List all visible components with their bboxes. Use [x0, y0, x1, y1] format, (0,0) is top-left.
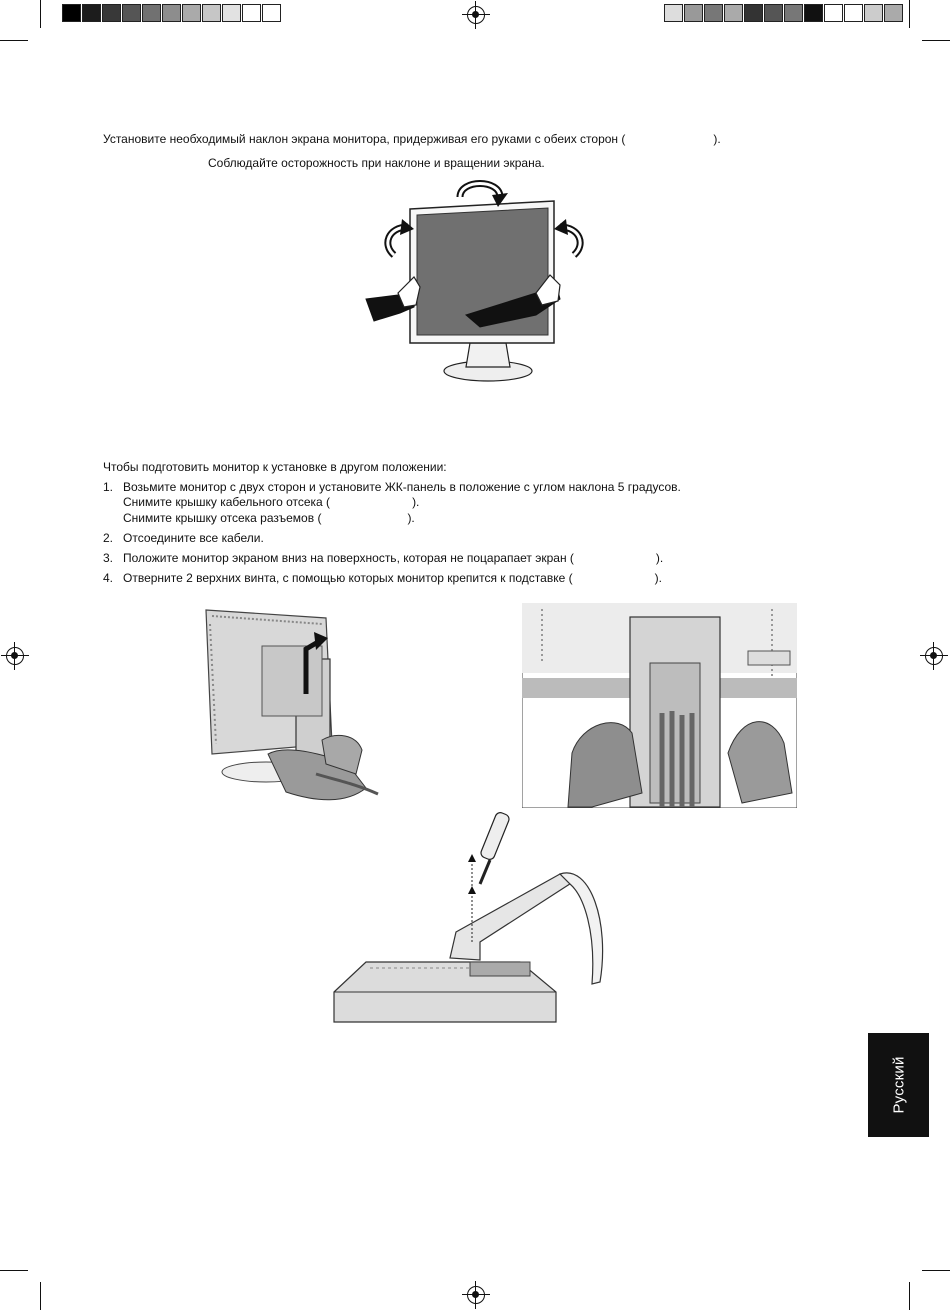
step-text: Возьмите монитор с двух сторон и установите ЖК-панель в положение с углом наклона 5 градусов. — [123, 480, 681, 494]
color-swatch — [202, 4, 221, 22]
stand-base-curve — [560, 873, 603, 984]
color-swatch — [102, 4, 121, 22]
color-swatch — [724, 4, 743, 22]
step-text: Отсоедините все кабели. — [123, 531, 264, 545]
crop-mark — [40, 0, 41, 28]
crop-mark — [922, 40, 950, 41]
color-swatch — [222, 4, 241, 22]
caution-text: Соблюдайте осторожность при наклоне и вращении экрана. — [208, 156, 545, 170]
registration-mark-icon — [6, 647, 24, 665]
color-swatch — [122, 4, 141, 22]
step-close: ). — [407, 511, 415, 525]
color-swatch — [744, 4, 763, 22]
step-number: 2. — [103, 531, 114, 545]
photo-stand-cables — [522, 603, 797, 808]
tilt-instruction — [103, 132, 721, 146]
color-swatch — [182, 4, 201, 22]
crop-mark — [40, 1282, 41, 1310]
step-close: ). — [654, 571, 662, 585]
color-swatch — [764, 4, 783, 22]
step-substep-text: Снимите крышку отсека разъемов ( — [123, 511, 322, 525]
step-text — [123, 571, 662, 585]
unscrew-illustration — [330, 812, 620, 1024]
crop-mark — [0, 40, 28, 41]
color-swatch — [142, 4, 161, 22]
step-close: ). — [412, 495, 420, 509]
color-swatch — [62, 4, 81, 22]
color-swatch — [242, 4, 261, 22]
color-swatch — [262, 4, 281, 22]
registration-mark-icon — [467, 1286, 485, 1304]
up-arrow-icon — [468, 886, 476, 894]
tilt-instruction-close: ). — [713, 132, 721, 146]
step-text — [123, 511, 415, 525]
step-text — [123, 551, 663, 565]
color-swatch — [884, 4, 903, 22]
step-number: 4. — [103, 571, 114, 585]
color-swatch — [864, 4, 883, 22]
tilt-instruction-text: Установите необходимый наклон экрана монитора, придерживая его руками с обеих сторон ( — [103, 132, 626, 146]
up-arrow-icon — [468, 854, 476, 862]
registration-mark-icon — [467, 6, 485, 24]
language-tab — [868, 1033, 929, 1137]
color-swatch — [162, 4, 181, 22]
stand-neck — [466, 343, 510, 367]
color-swatch — [684, 4, 703, 22]
step-substep-text: Снимите крышку кабельного отсека ( — [123, 495, 331, 509]
stand-arm — [450, 874, 576, 960]
prep-intro: Чтобы подготовить монитор к установке в другом положении: — [103, 460, 447, 474]
registration-mark-icon — [925, 647, 943, 665]
crop-mark — [922, 1270, 950, 1271]
screwdriver-icon — [480, 860, 490, 884]
step-number: 3. — [103, 551, 114, 565]
step-substep-text: Положите монитор экраном вниз на поверхность, которая не поцарапает экран ( — [123, 551, 574, 565]
crop-mark — [909, 0, 910, 28]
color-swatch — [844, 4, 863, 22]
color-swatch — [784, 4, 803, 22]
step-close: ). — [655, 551, 664, 565]
color-swatch — [824, 4, 843, 22]
color-swatch — [82, 4, 101, 22]
color-swatch — [704, 4, 723, 22]
crop-mark — [909, 1282, 910, 1310]
step-text — [123, 495, 419, 509]
color-swatch — [804, 4, 823, 22]
photo-remove-cable-cover — [196, 604, 390, 809]
step-substep-text: Отверните 2 верхних винта, с помощью которых монитор крепится к подставке ( — [123, 571, 573, 585]
tilt-swivel-illustration — [360, 175, 590, 385]
color-swatch — [664, 4, 683, 22]
crop-mark — [0, 1270, 28, 1271]
step-number: 1. — [103, 480, 114, 494]
language-tab-label: Русский — [890, 1056, 907, 1114]
